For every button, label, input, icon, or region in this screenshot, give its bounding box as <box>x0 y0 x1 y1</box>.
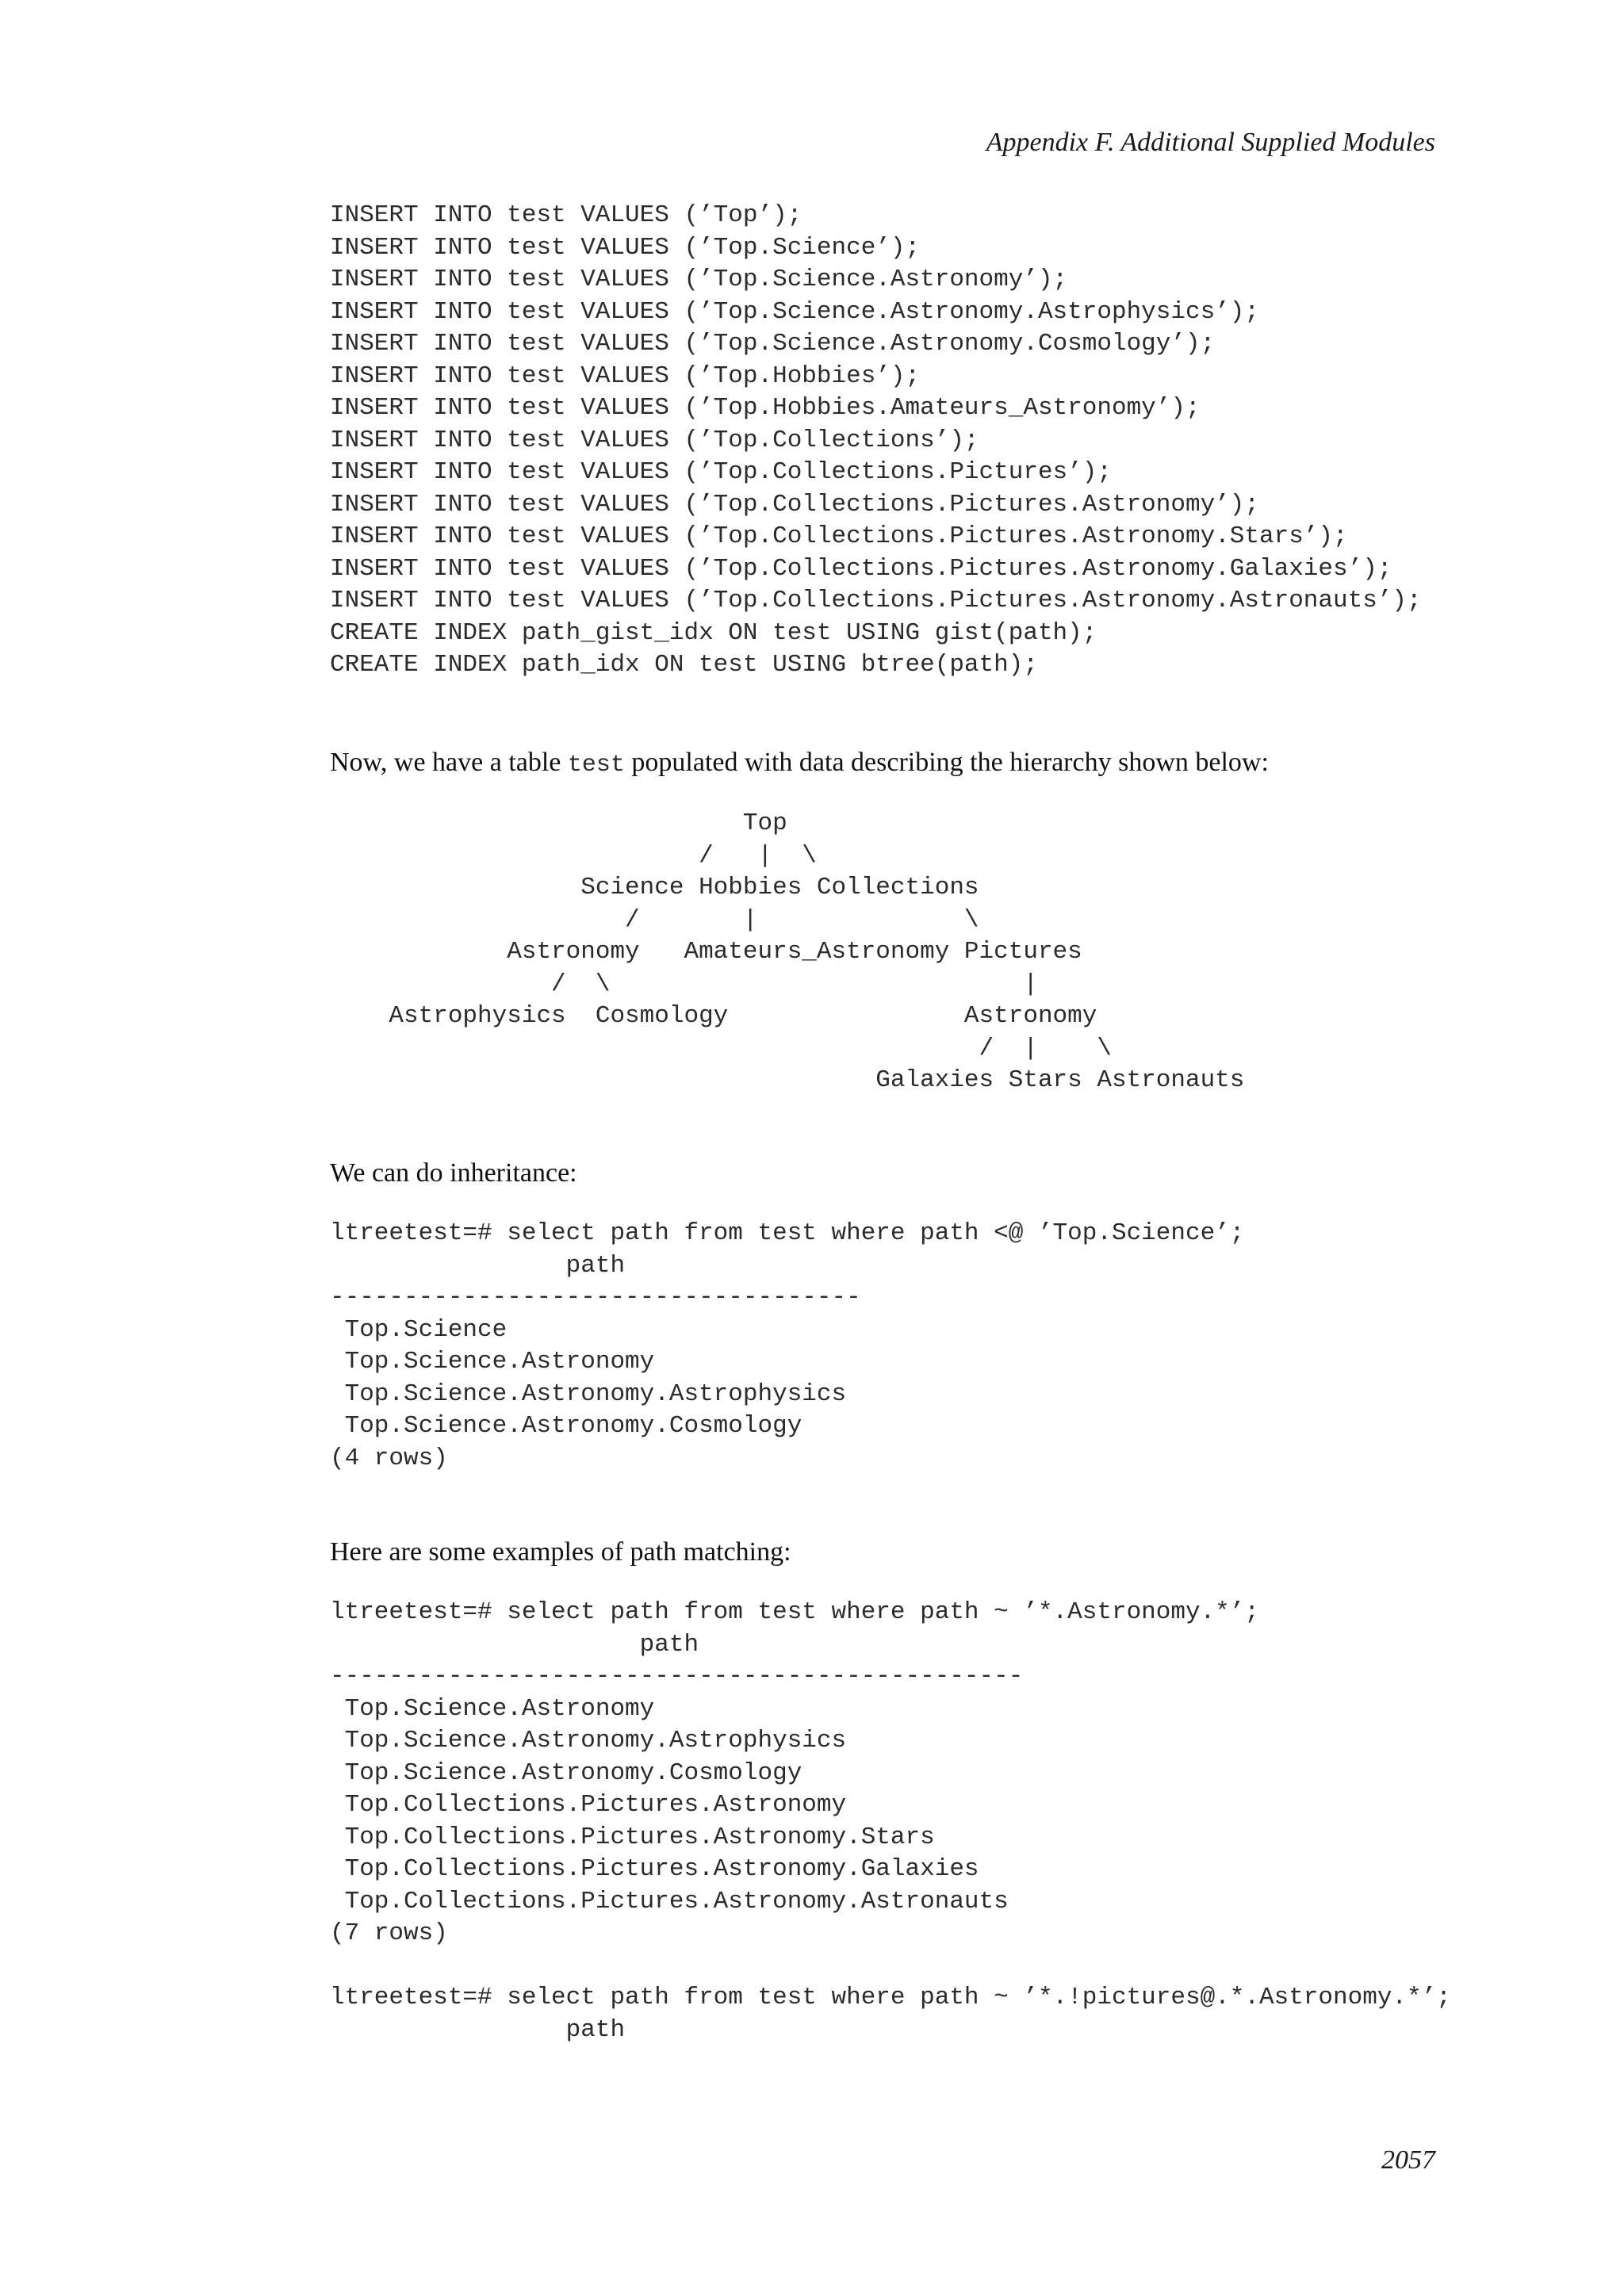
paragraph-text: populated with data describing the hierarchy shown below: <box>624 748 1269 777</box>
paragraph-path-matching: Here are some examples of path matching: <box>330 1537 791 1567</box>
query-inheritance-code-block: ltreetest=# select path from test where path <@ ’Top.Science’; path ------------------------------------ Top.Science Top.Science.Astronomy Top.Science.Astronomy.Astrophysics Top.Science.Astronomy.Cosmology (4 rows) <box>330 1219 1245 1472</box>
running-header: Appendix F. Additional Supplied Modules <box>986 128 1435 157</box>
paragraph-hierarchy-intro <box>330 747 1269 781</box>
page-number: 2057 <box>1381 2145 1435 2175</box>
query-path-matching-code-block: ltreetest=# select path from test where path ~ ’*.Astronomy.*’; path ----------------------------------------------- Top.Science.Astronomy Top.Science.Astronomy.Astrophysics Top.Science.Astronomy.Cosmology Top.Collections.Pictures.Astronomy Top.Collections.Pictures.Astronomy.Stars Top.Collections.Pictures.Astronomy.Galaxies Top.Collections.Pictures.Astronomy.Astronauts (7 rows) ltreetest=# select path from test where path ~ ’*.!pictures@.*.Astronomy.*’; path <box>330 1598 1451 2044</box>
inline-code-table-name: test <box>567 752 625 779</box>
paragraph-text: Now, we have a table <box>330 748 568 777</box>
sql-insert-code-block: INSERT INTO test VALUES (’Top’); INSERT INTO test VALUES (’Top.Science’); INSERT INTO test VALUES (’Top.Science.Astronomy’); INSERT INTO test VALUES (’Top.Science.Astronomy.Astrophysics’); INSERT INTO test VALUES (’Top.Science.Astronomy.Cosmology’); INSERT INTO test VALUES (’Top.Hobbies’); INSERT INTO test VALUES (’Top.Hobbies.Amateurs_Astronomy’); INSERT INTO test VALUES (’Top.Collections’); INSERT INTO test VALUES (’Top.Collections.Pictures’); INSERT INTO test VALUES (’Top.Collections.Pictures.Astronomy’); INSERT INTO test VALUES (’Top.Collections.Pictures.Astronomy.Stars’); INSERT INTO test VALUES (’Top.Collections.Pictures.Astronomy.Galaxies’); INSERT INTO test VALUES (’Top.Collections.Pictures.Astronomy.Astronauts’); CREATE INDEX path_gist_idx ON test USING gist(path); CREATE INDEX path_idx ON test USING btree(path); <box>330 201 1422 679</box>
hierarchy-tree-diagram: Top / | \ Science Hobbies Collections / | \ Astronomy Amateurs_Astronomy Pictures / \ | Astrophysics Cosmology Astronomy / | \ Galaxies Stars Astronauts <box>389 809 1245 1094</box>
paragraph-inheritance: We can do inheritance: <box>330 1158 577 1188</box>
